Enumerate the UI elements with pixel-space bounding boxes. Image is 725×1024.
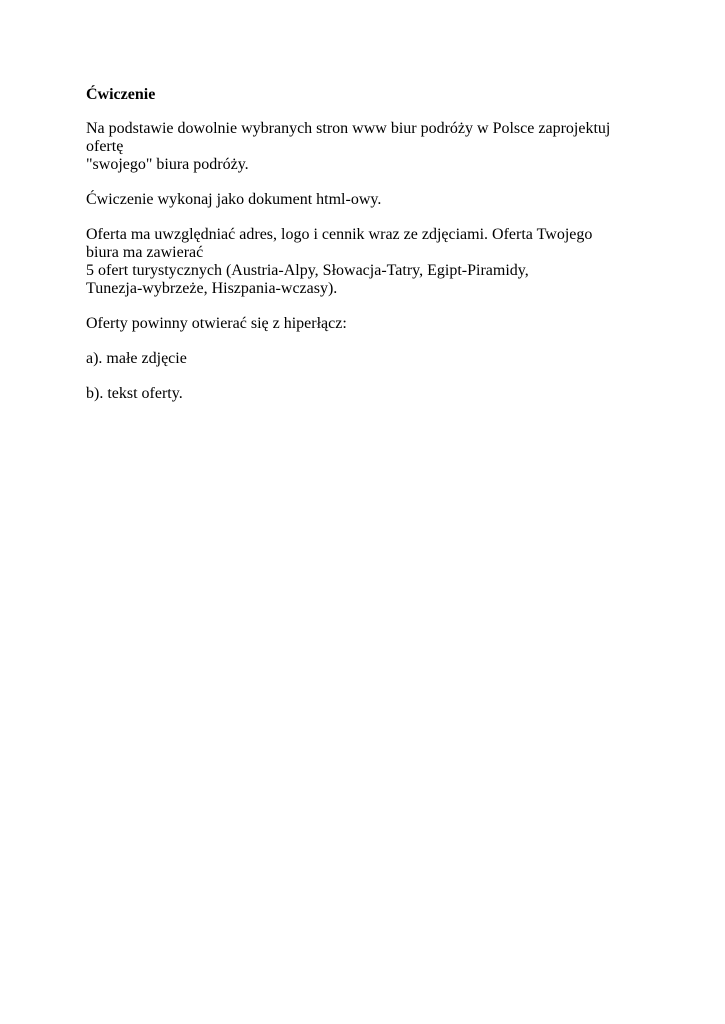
- document-title: Ćwiczenie: [86, 86, 156, 103]
- text-line: b). tekst oferty.: [86, 385, 183, 402]
- text-line: Na podstawie dowolnie wybranych stron www biur podróży w Polsce zaprojektuj: [86, 120, 611, 137]
- list-item-b: [86, 385, 646, 403]
- paragraph-format: [86, 191, 646, 209]
- list-item-a: [86, 350, 646, 368]
- paragraph-links: [86, 315, 646, 333]
- text-line: Oferty powinny otwierać się z hiperłącz:: [86, 315, 347, 332]
- text-line: Tunezja-wybrzeże, Hiszpania-wczasy).: [86, 280, 338, 297]
- text-line: ofertę: [86, 138, 124, 155]
- paragraph-requirements: [86, 226, 646, 298]
- paragraph-intro: [86, 120, 646, 174]
- text-line: biura ma zawierać: [86, 244, 204, 261]
- text-line: Ćwiczenie wykonaj jako dokument html-owy.: [86, 191, 382, 208]
- text-line: a). małe zdjęcie: [86, 350, 187, 367]
- document-page: [86, 86, 646, 420]
- text-line: "swojego" biura podróży.: [86, 156, 249, 173]
- text-line: Oferta ma uwzględniać adres, logo i cennik wraz ze zdjęciami. Oferta Twojego: [86, 226, 593, 243]
- text-line: 5 ofert turystycznych (Austria-Alpy, Słowacja-Tatry, Egipt-Piramidy,: [86, 262, 529, 279]
